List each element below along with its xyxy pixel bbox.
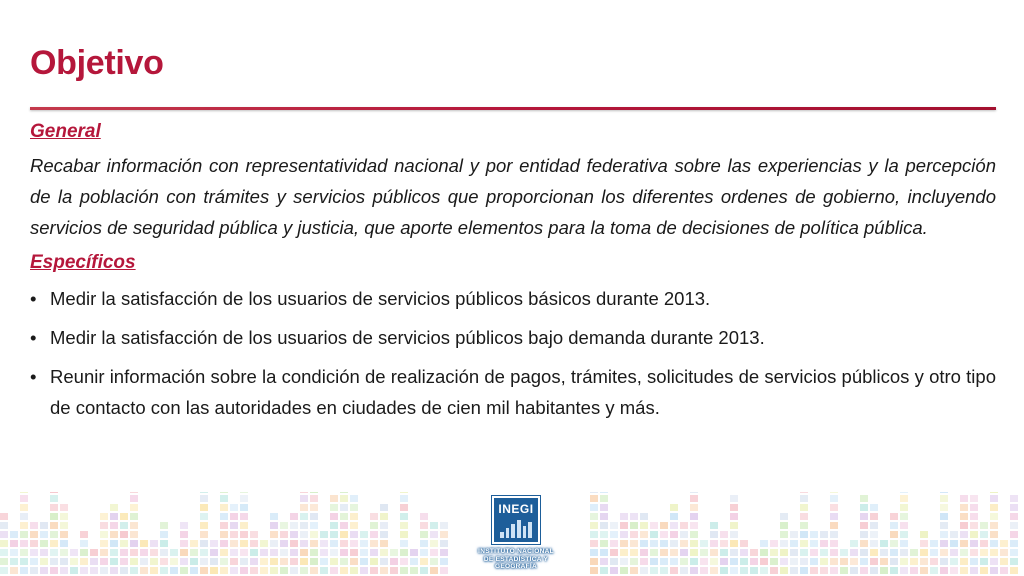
- logo-word: INEGI: [498, 502, 534, 516]
- logo-line-2: DE ESTADÍSTICA Y GEOGRAFÍA: [483, 556, 549, 570]
- bullet-icon: •: [30, 327, 37, 348]
- specific-list: [30, 283, 996, 423]
- list-item: [30, 283, 996, 314]
- general-paragraph: Recabar información con representatividad nacional y por entidad federativa sobre las experiencias y la percepción de la población con trámites y servicios públicos que proporcionan los diferentes ordenes de gobierno, incluyendo servicios de seguridad pública y justicia, que aporte elementos para la toma de decisiones de política pública.: [30, 155, 996, 238]
- list-item: [30, 361, 996, 423]
- general-heading: General: [30, 121, 101, 142]
- bar-chart-icon: [500, 518, 532, 538]
- list-item-text: Reunir información sobre la condición de realización de pagos, trámites, solicitudes de servicios públicos y otro tipo de contacto con las autoridades en ciudades de cien mil habitantes y más.: [50, 366, 996, 418]
- slide-title: Objetivo: [30, 44, 164, 82]
- list-item-text: Medir la satisfacción de los usuarios de servicios públicos básicos durante 2013.: [50, 288, 711, 309]
- inegi-logo-mark: [492, 496, 540, 544]
- specific-heading: Específicos: [30, 252, 136, 273]
- bullet-icon: •: [30, 288, 37, 309]
- logo-line-1: INSTITUTO NACIONAL: [478, 548, 554, 555]
- list-item: [30, 322, 996, 353]
- bullet-icon: •: [30, 366, 37, 387]
- title-divider: [30, 107, 996, 110]
- inegi-logo: [462, 496, 570, 572]
- list-item-text: Medir la satisfacción de los usuarios de servicios públicos bajo demanda durante 2013.: [50, 327, 765, 348]
- slide-content: [30, 118, 996, 431]
